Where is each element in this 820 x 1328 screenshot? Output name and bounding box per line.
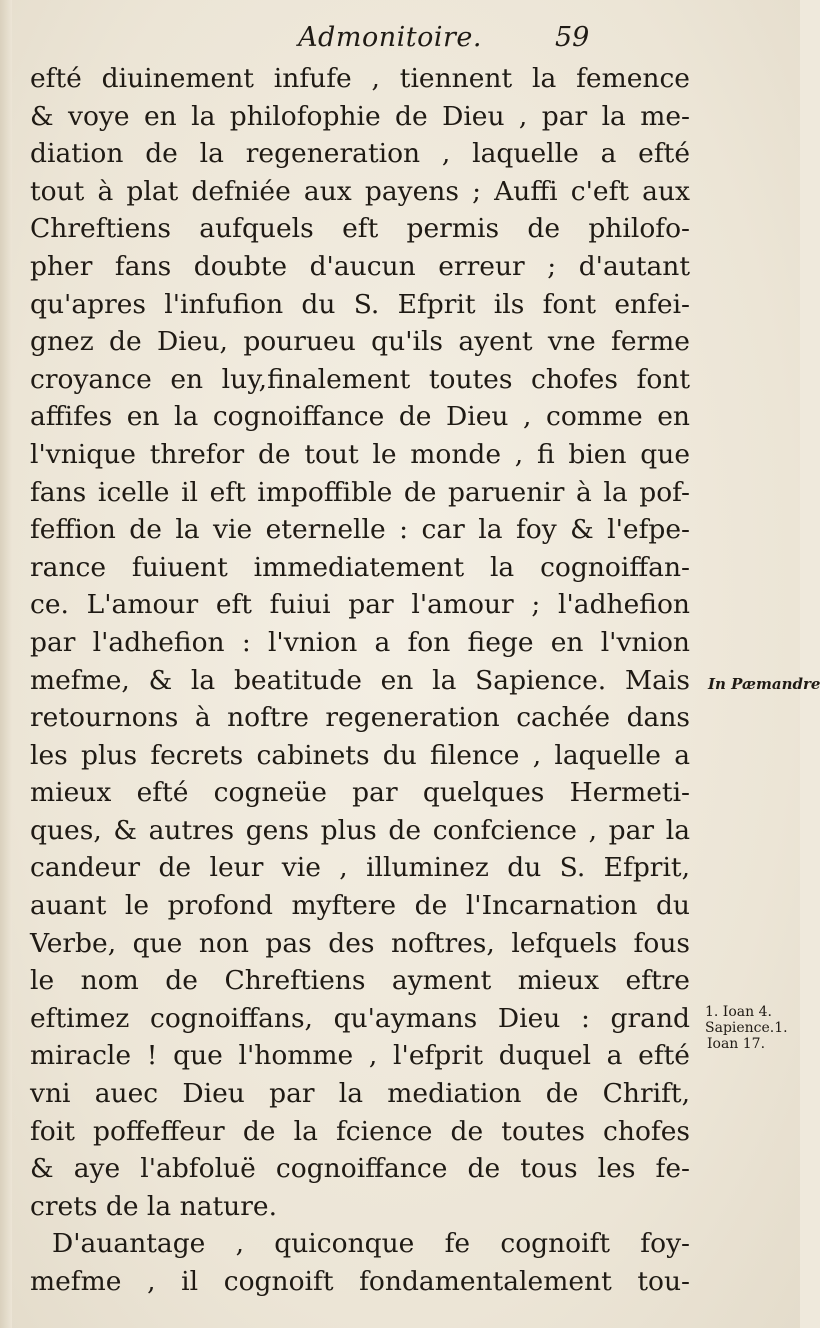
text-line: fans icelle il eft impoffible de paruenir à la pof- [30,476,690,508]
text-line: par l'adhefion : l'vnion a fon fiege en l'vnion [30,626,690,658]
margin-ref: Ioan 17. [707,1036,766,1052]
text-line: crets de la nature. [30,1190,277,1222]
margin-note-references [705,1004,788,1052]
text-line: feffion de la vie eternelle : car la foy & l'efpe- [30,514,690,546]
text-line: candeur de leur vie , illuminez du S. Efprit, [30,852,690,884]
text-line: & voye en la philofophie de Dieu , par la me- [30,100,690,132]
text-line: retournons à noftre regeneration cachée dans [30,702,690,734]
page-number: 59 [555,22,590,53]
text-line: tout à plat defniée aux payens ; Auffi c'eft aux [30,175,690,207]
text-line: mefme, & la beatitude en la Sapience. Mais [30,664,690,696]
margin-ref: 1. Ioan 4. [705,1004,772,1020]
text-line: croyance en luy,finalement toutes chofes font [30,363,690,395]
text-line: Chreftiens aufquels eft permis de philofo- [30,213,690,245]
text-line: gnez de Dieu, pourueu qu'ils ayent vne ferme [30,326,690,358]
text-line: eftimez cognoiffans, qu'aymans Dieu : grand [30,1002,690,1034]
text-line: pher fans doubte d'aucun erreur ; d'autant [30,250,690,282]
text-line: diation de la regeneration , laquelle a efté [30,138,690,170]
margin-ref: Sapience.1. [705,1020,788,1036]
text-line: qu'apres l'infufion du S. Efprit ils font enfei- [30,288,690,320]
text-line: ce. L'amour eft fuiui par l'amour ; l'adhefion [30,589,690,621]
text-line: le nom de Chreftiens ayment mieux eftre [30,965,690,997]
text-line: mefme , il cognoift fondamentalement tou- [30,1266,690,1297]
text-line: foit poffeffeur de la fcience de toutes chofes [30,1115,690,1147]
text-line: vni auec Dieu par la mediation de Chrift, [30,1078,690,1110]
page-header [0,22,800,62]
text-line: les plus fecrets cabinets du filence , laquelle a [30,739,690,771]
text-line: affifes en la cognoiffance de Dieu , comme en [30,401,690,433]
body-text [30,60,690,1301]
text-line: auant le profond myftere de l'Incarnation du [30,890,690,922]
text-line: efté diuinement infufe , tiennent la femence [30,63,690,94]
text-line: Verbe, que non pas des noftres, lefquels fous [30,927,690,959]
margin-note-pamandre: In Pæmandre [708,675,820,693]
text-line: ques, & autres gens plus de confcience , par la [30,814,690,846]
text-line: & aye l'abfoluë cognoiffance de tous les fe- [30,1153,690,1185]
text-line: mieux efté cogneüe par quelques Hermeti- [30,777,690,809]
text-line: D'auantage , quiconque fe cognoift foy- [52,1228,690,1260]
text-line: rance fuiuent immediatement la cognoiffan- [30,551,690,583]
text-line: l'vnique threfor de tout le monde , fi bien que [30,438,690,470]
page-gutter-edge [0,0,12,1328]
text-line: miracle ! que l'homme , l'efprit duquel a efté [30,1040,690,1072]
running-title: Admonitoire. [298,22,482,53]
